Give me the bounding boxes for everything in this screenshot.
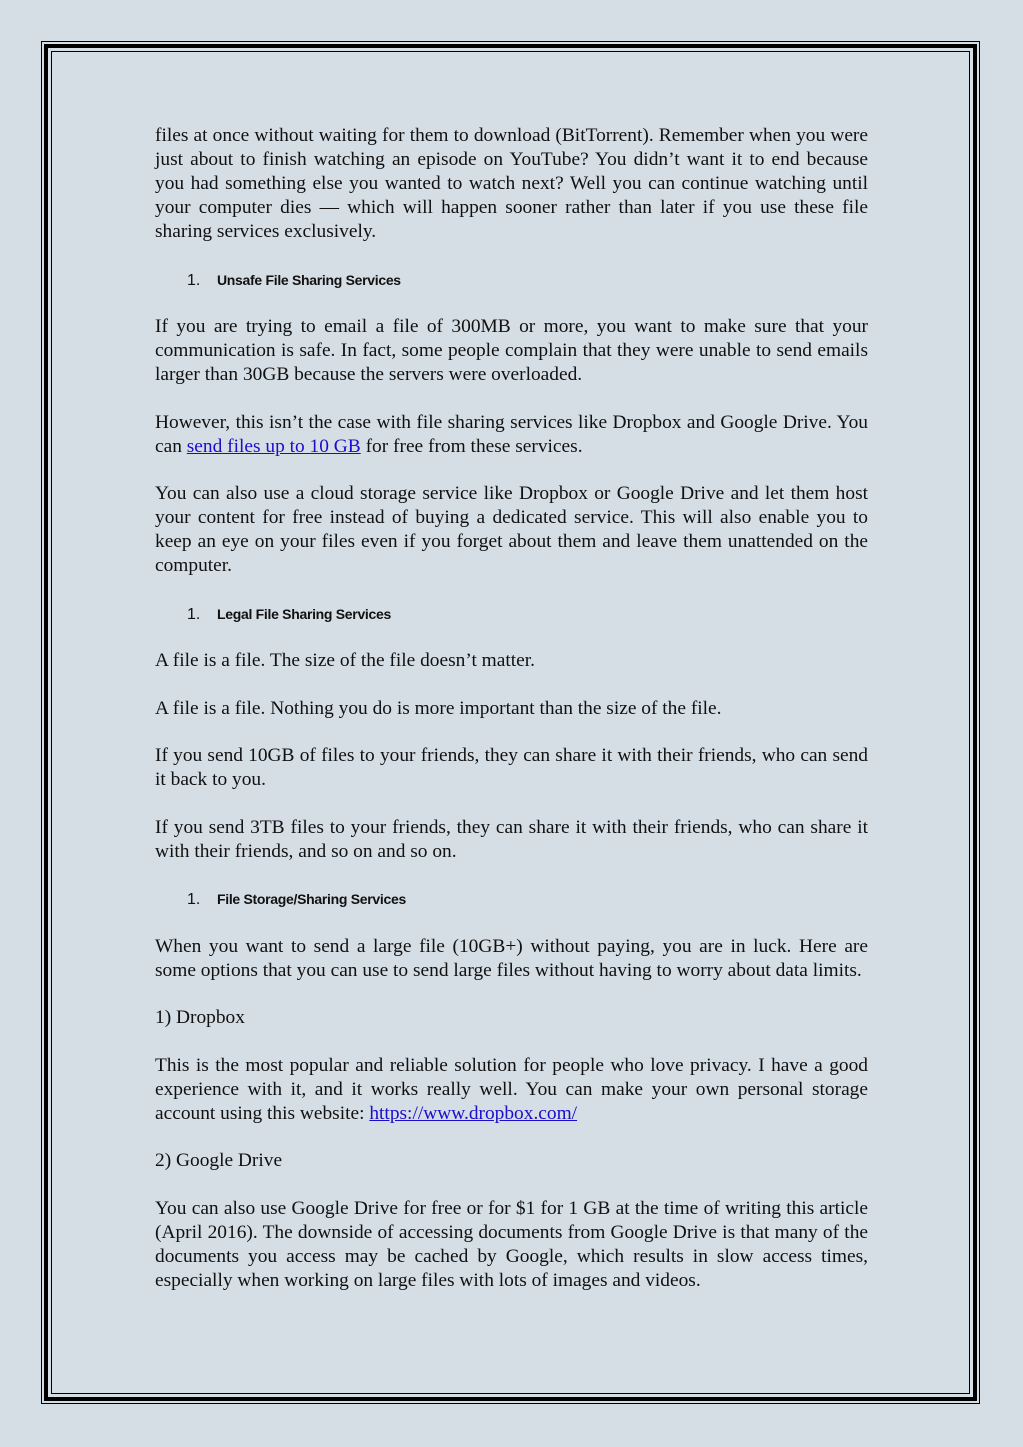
paragraph-large-file: When you want to send a large file (10GB+) without paying, you are in luck. Here are some options that you can use to send large files without having to worry about data limits.	[155, 935, 868, 981]
dropbox-link[interactable]: https://www.dropbox.com/	[369, 1102, 578, 1124]
heading-number: 1.	[187, 605, 201, 623]
heading-text: File Storage/Sharing Services	[217, 891, 406, 907]
paragraph-send-3tb: If you send 3TB files to your friends, they can share it with their friends, who can share it with their friends, and so on and so on.	[155, 816, 868, 862]
list-item-dropbox: 1) Dropbox	[155, 1007, 245, 1028]
heading-legal-services	[187, 602, 868, 626]
heading-text: Legal File Sharing Services	[217, 605, 391, 622]
paragraph-file-importance: A file is a file. Nothing you do is more important than the size of the file.	[155, 697, 722, 719]
heading-unsafe-services	[187, 268, 868, 292]
paragraph-dropbox-desc	[155, 1054, 868, 1126]
list-item-google-drive: 2) Google Drive	[155, 1150, 283, 1171]
heading-storage-services	[187, 887, 868, 911]
paragraph-text: However, this isn’t the case with file sharing services like Dropbox and Google Drive. You can	[155, 411, 868, 457]
heading-text: Unsafe File Sharing Services	[217, 271, 401, 288]
paragraph-text: This is the most popular and reliable solution for people who love privacy. I have a good experience with it, and it works really well. You can make your own personal storage account using this website:	[155, 1054, 868, 1124]
paragraph-send-10gb: If you send 10GB of files to your friends, they can share it with their friends, who can send it back to you.	[155, 745, 868, 790]
paragraph-dropbox-google	[155, 411, 868, 459]
paragraph-cloud-storage: You can also use a cloud storage service like Dropbox or Google Drive and let them host your content for free instead of buying a dedicated service. This will also enable you to keep an eye on your files even if you forget about them and leave them unattended on the computer.	[155, 483, 868, 576]
paragraph-file-size: A file is a file. The size of the file doesn’t matter.	[155, 650, 535, 671]
paragraph-text: for free from these services.	[360, 435, 583, 457]
heading-number: 1.	[187, 891, 201, 908]
document-body	[155, 124, 868, 1293]
paragraph-intro: files at once without waiting for them to download (BitTorrent). Remember when you were just about to finish watching an episode on YouTube? You didn’t want it to end because you had something else you wanted to watch next? Well you can continue watching until your computer dies — which will happen sooner rather than later if you use these file sharing services exclusively.	[155, 125, 868, 242]
paragraph-email-size: If you are trying to email a file of 300MB or more, you want to make sure that your communication is safe. In fact, some people complain that they were unable to send emails larger than 30GB because the servers were overloaded.	[155, 316, 868, 385]
paragraph-google-drive-desc: You can also use Google Drive for free or for $1 for 1 GB at the time of writing this article (April 2016). The downside of accessing documents from Google Drive is that many of the documents you access may be cached by Google, which results in slow access times, especially when working on large files with lots of images and videos.	[155, 1197, 868, 1291]
heading-number: 1.	[187, 271, 201, 289]
send-files-link[interactable]: send files up to 10 GB	[186, 435, 361, 457]
